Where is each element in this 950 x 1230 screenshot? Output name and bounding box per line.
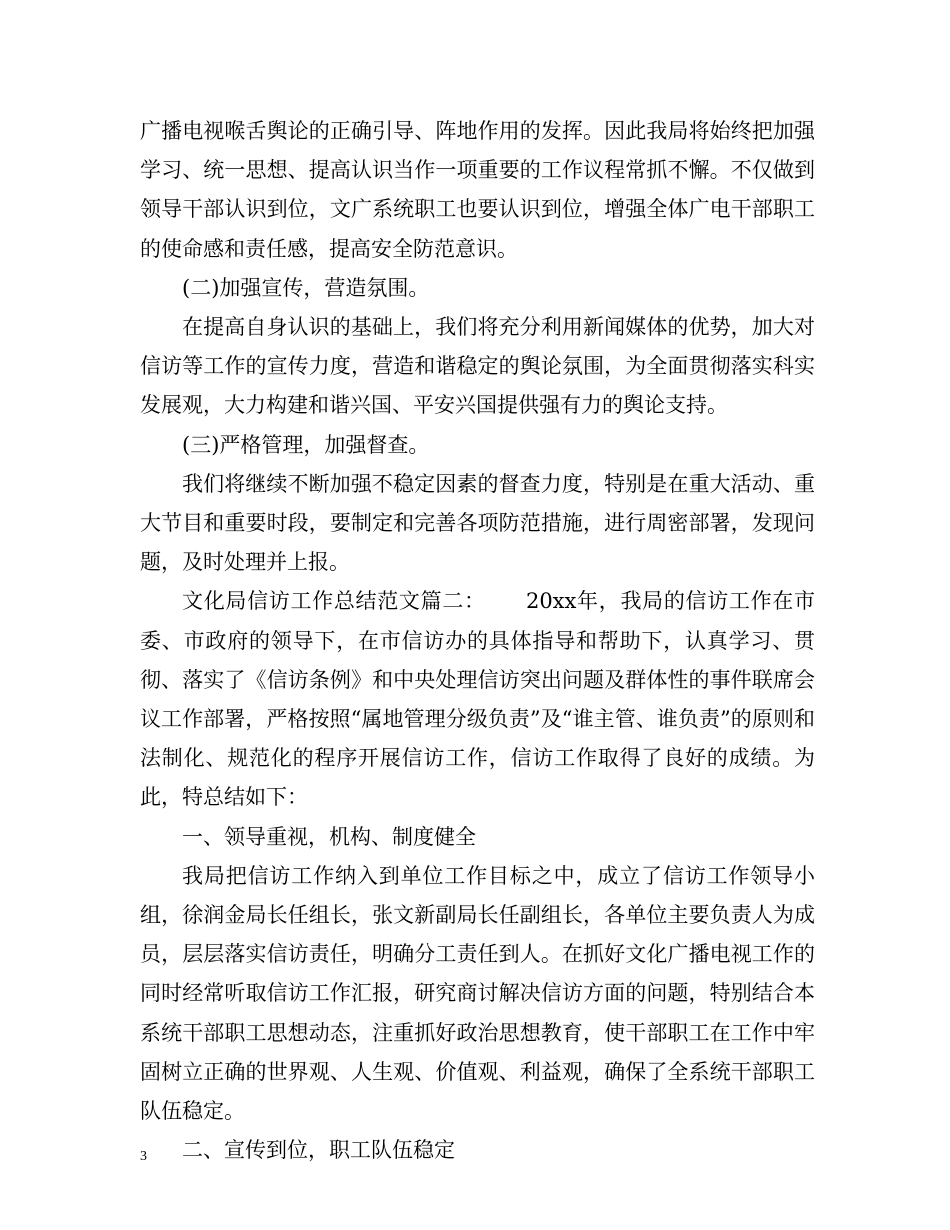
section-heading-2: (二)加强宣传，营造氛围。: [182, 275, 430, 300]
paragraph-continuation: 广播电视喉舌舆论的正确引导、阵地作用的发挥。因此我局将始终把加强学习、统一思想、提高认识当作一项重要的工作议程常抓不懈。不仅做到领导干部认识到位，文广系统职工也要认识到位，增强全体广电干部职工的使命感和责任感，提高安全防范意识。: [140, 119, 815, 261]
paragraph: 在提高自身认识的基础上，我们将充分利用新闻媒体的优势，加大对信访等工作的宣传力度，营造和谐稳定的舆论氛围，为全面贯彻落实科实发展观，大力构建和谐兴国、平安兴国提供强有力的舆论支持。: [140, 315, 815, 418]
section-heading-two: 二、宣传到位，职工队伍稳定: [182, 1138, 455, 1163]
page-number: 3: [140, 1149, 147, 1164]
paragraph: 我局把信访工作纳入到单位工作目标之中，成立了信访工作领导小组，徐润金局长任组长，张文新副局长任副组长，各单位主要负责人为成员，层层落实信访责任，明确分工责任到人。在抓好文化广播电视工作的同时经常听取信访工作汇报，研究商讨解决信访方面的问题，特别结合本系统干部职工思想动态，注重抓好政治思想教育，使干部职工在工作中牢固树立正确的世界观、人生观、价值观、利益观，确保了全系统干部职工队伍稳定。: [140, 863, 815, 1124]
section-heading-one: 一、领导重视，机构、制度健全: [182, 824, 476, 849]
article-two-intro: 文化局信访工作总结范文篇二： 20xx年，我局的信访工作在市委、市政府的领导下，在市信访办的具体指导和帮助下，认真学习、贯彻、落实了《信访条例》和中央处理信访突出问题及群体性的事件联席会议工作部署，严格按照“属地管理分级负责”及“谁主管、谁负责”的原则和法制化、规范化的程序开展信访工作，信访工作取得了良好的成绩。为此，特总结如下：: [140, 589, 815, 810]
section-heading-3: (三)严格管理，加强督查。: [182, 432, 430, 457]
document-body: [140, 112, 815, 1170]
paragraph: 我们将继续不断加强不稳定因素的督查力度，特别是在重大活动、重大节目和重要时段，要制定和完善各项防范措施，进行周密部署，发现问题，及时处理并上报。: [140, 471, 815, 575]
